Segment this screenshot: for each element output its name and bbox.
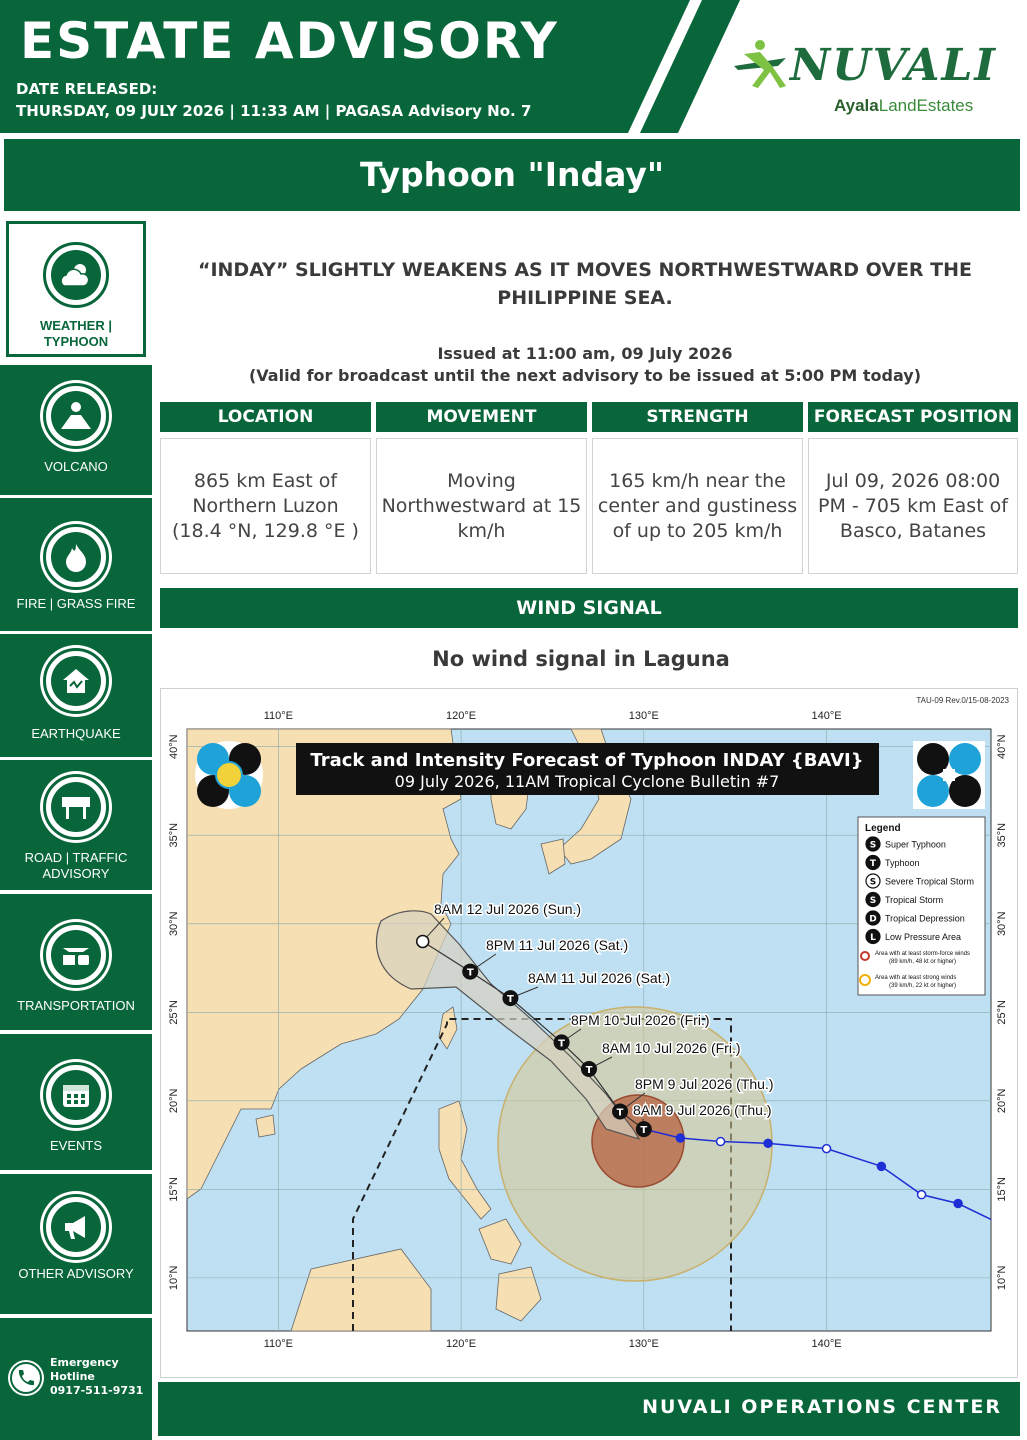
lat-tick-label: 40°N — [996, 734, 1008, 759]
lon-tick-label: 140°E — [811, 710, 842, 722]
past-track-point — [877, 1162, 885, 1170]
sidebar-item-label: FIRE | GRASS FIRE — [16, 596, 136, 611]
legend-item-label: Super Typhoon — [885, 839, 946, 850]
pagasa-logo — [195, 741, 263, 809]
track-forecast-map — [160, 688, 1018, 1378]
map-title: Track and Intensity Forecast of Typhoon INDAY {BAVI} — [310, 750, 864, 771]
strength-header: STRENGTH — [592, 402, 803, 432]
sidebar-item-label: EARTHQUAKE — [31, 726, 121, 741]
legend-wind1b: (89 km/h, 48 kt or higher) — [889, 959, 957, 965]
fire-icon — [43, 524, 109, 590]
past-track-point — [764, 1139, 772, 1147]
sidebar — [0, 218, 152, 1440]
legend-item-label: Low Pressure Area — [885, 932, 962, 942]
typhoon-symbol-letter: T — [507, 994, 514, 1006]
legend-symbol-letter: S — [869, 877, 877, 888]
lat-tick-label: 30°N — [168, 911, 180, 937]
transportation-icon — [43, 922, 109, 988]
legend-wind2: Area with at least strong winds — [875, 975, 957, 981]
lat-tick-label: 25°N — [168, 1000, 180, 1025]
legend-item-label: Tropical Depression — [885, 913, 965, 924]
legend-wind2b: (39 km/h, 22 kt or higher) — [889, 983, 957, 989]
map-subtitle: 09 July 2026, 11AM Tropical Cyclone Bulletin #7 — [394, 772, 780, 791]
legend-symbol-letter: D — [869, 914, 877, 925]
lat-tick-label: 10°N — [996, 1265, 1008, 1291]
sidebar-item-events[interactable] — [0, 1034, 152, 1170]
lon-tick-label: 130°E — [628, 1338, 659, 1350]
lon-tick-label: 120°E — [446, 710, 477, 722]
nuvali-logo — [730, 34, 1000, 124]
lat-tick-label: 20°N — [168, 1088, 180, 1114]
sidebar-item-earthquake[interactable] — [0, 634, 152, 757]
footer-text: NUVALI OPERATIONS CENTER — [642, 1396, 1002, 1418]
lat-tick-label: 15°N — [996, 1177, 1008, 1202]
sidebar-item-volcano[interactable] — [0, 365, 152, 495]
sidebar-item-weather[interactable] — [6, 221, 146, 357]
lat-tick-label: 15°N — [168, 1177, 180, 1202]
legend-symbol-letter: L — [870, 933, 876, 943]
lon-tick-label: 120°E — [446, 1338, 477, 1350]
sidebar-item-label: WEATHER | TYPHOON — [39, 318, 112, 349]
legend-title: Legend — [865, 823, 901, 834]
issued-info: Issued at 11:00 am, 09 July 2026 (Valid for broadcast until the next advisory to be issued at 5:00 PM today) — [248, 344, 922, 385]
forecast-point-label: 8AM 10 Jul 2026 (Fri.) — [602, 1040, 741, 1056]
date-label: DATE RELEASED: — [16, 80, 158, 98]
nuvali-mark-icon — [730, 36, 790, 96]
lon-tick-label: 110°E — [263, 1338, 294, 1350]
map-svg — [161, 689, 1017, 1377]
sidebar-item-other-advisory[interactable] — [0, 1174, 152, 1314]
sidebar-item-label: ROAD | TRAFFIC ADVISORY — [24, 850, 128, 881]
date-line: THURSDAY, 09 JULY 2026 | 11:33 AM | PAGASA Advisory No. 7 — [16, 102, 532, 120]
sidebar-item-label: EVENTS — [49, 1138, 102, 1153]
low-intensity-symbol — [417, 935, 429, 947]
forecast-point-label: 8PM 11 Jul 2026 (Sat.) — [486, 937, 629, 953]
typhoon-symbol-letter: T — [558, 1038, 566, 1050]
volcano-icon — [43, 383, 109, 449]
megaphone-icon — [43, 1194, 109, 1260]
emergency-text: Emergency Hotline 0917-511-9731 — [50, 1356, 144, 1397]
sidebar-item-label: OTHER ADVISORY — [18, 1266, 134, 1281]
forecast-point-label: 8AM 9 Jul 2026 (Thu.) — [633, 1102, 772, 1118]
location-value: 865 km East of Northern Luzon (18.4 °N, 129.8 °E ) — [160, 438, 371, 574]
road-traffic-icon — [43, 774, 109, 840]
forecast-position-value: Jul 09, 2026 08:00 PM - 705 km East of Basco, Batanes — [808, 438, 1018, 574]
past-track-point — [676, 1134, 684, 1142]
lat-tick-label: 35°N — [996, 822, 1008, 848]
forecast-point-label: 8AM 12 Jul 2026 (Sun.) — [434, 901, 582, 917]
calendar-icon — [43, 1062, 109, 1128]
forecast-point-label: 8PM 10 Jul 2026 (Fri.) — [571, 1012, 710, 1028]
forecast-position-header: FORECAST POSITION — [808, 402, 1018, 432]
typhoon-symbol-letter: T — [616, 1107, 624, 1119]
lon-tick-label: 110°E — [263, 710, 294, 722]
past-track-point — [918, 1191, 926, 1199]
typhoon-banner: Typhoon "Inday" — [4, 139, 1020, 211]
emergency-hotline[interactable] — [0, 1318, 152, 1440]
footer-bar — [158, 1382, 1020, 1436]
lat-tick-label: 35°N — [168, 822, 180, 848]
header — [0, 0, 1027, 133]
wind-signal-text: No wind signal in Laguna — [432, 647, 730, 671]
wind-signal-header: WIND SIGNAL — [160, 588, 1018, 628]
lat-tick-label: 10°N — [168, 1265, 180, 1291]
sidebar-item-fire[interactable] — [0, 498, 152, 631]
advisory-headline: “INDAY” SLIGHTLY WEAKENS AS IT MOVES NORTHWESTWARD OVER THE PHILIPPINE SEA. — [197, 259, 973, 309]
brand-name: NUVALI — [790, 40, 997, 91]
doc-code: TAU-09 Rev.0/15-08-2023 — [916, 696, 1009, 705]
phone-icon — [8, 1360, 44, 1396]
legend-symbol-letter: S — [869, 840, 877, 851]
map-legend — [858, 817, 985, 995]
page-title: ESTATE ADVISORY — [20, 12, 559, 70]
movement-header: MOVEMENT — [376, 402, 587, 432]
forecast-point-label: 8AM 11 Jul 2026 (Sat.) — [528, 970, 671, 986]
forecast-point-label: 8PM 9 Jul 2026 (Thu.) — [635, 1076, 774, 1092]
movement-value: Moving Northwestward at 15 km/h — [376, 438, 587, 574]
brand-sub: AyalaLandEstates — [834, 96, 974, 115]
location-header: LOCATION — [160, 402, 371, 432]
sidebar-item-road-traffic[interactable] — [0, 760, 152, 890]
typhoon-symbol-letter: T — [585, 1064, 593, 1076]
legend-symbol-letter: T — [869, 859, 877, 869]
lon-tick-label: 130°E — [628, 710, 659, 722]
past-track-point — [954, 1200, 962, 1208]
lon-tick-label: 140°E — [811, 1338, 842, 1350]
sidebar-item-label: TRANSPORTATION — [17, 998, 135, 1013]
legend-symbol-letter: S — [869, 896, 877, 906]
earthquake-icon — [43, 648, 109, 714]
typhoon-symbol-letter: T — [466, 967, 474, 979]
sidebar-item-label: VOLCANO — [44, 459, 108, 474]
past-track-point — [717, 1138, 725, 1146]
legend-item-label: Tropical Storm — [885, 895, 944, 905]
past-track-point — [823, 1145, 831, 1153]
dost-logo — [913, 741, 985, 809]
lat-tick-label: 40°N — [168, 734, 180, 759]
legend-item-label: Typhoon — [885, 858, 920, 868]
legend-item-label: Severe Tropical Storm — [885, 876, 975, 887]
lat-tick-label: 25°N — [996, 1000, 1008, 1025]
strength-value: 165 km/h near the center and gustiness of up to 205 km/h — [592, 438, 803, 574]
lat-tick-label: 30°N — [996, 911, 1008, 937]
lat-tick-label: 20°N — [996, 1088, 1008, 1114]
sidebar-item-transportation[interactable] — [0, 894, 152, 1030]
typhoon-symbol-letter: T — [640, 1125, 648, 1137]
weather-icon — [43, 242, 109, 308]
legend-wind1: Area with at least storm-force winds — [875, 951, 971, 957]
